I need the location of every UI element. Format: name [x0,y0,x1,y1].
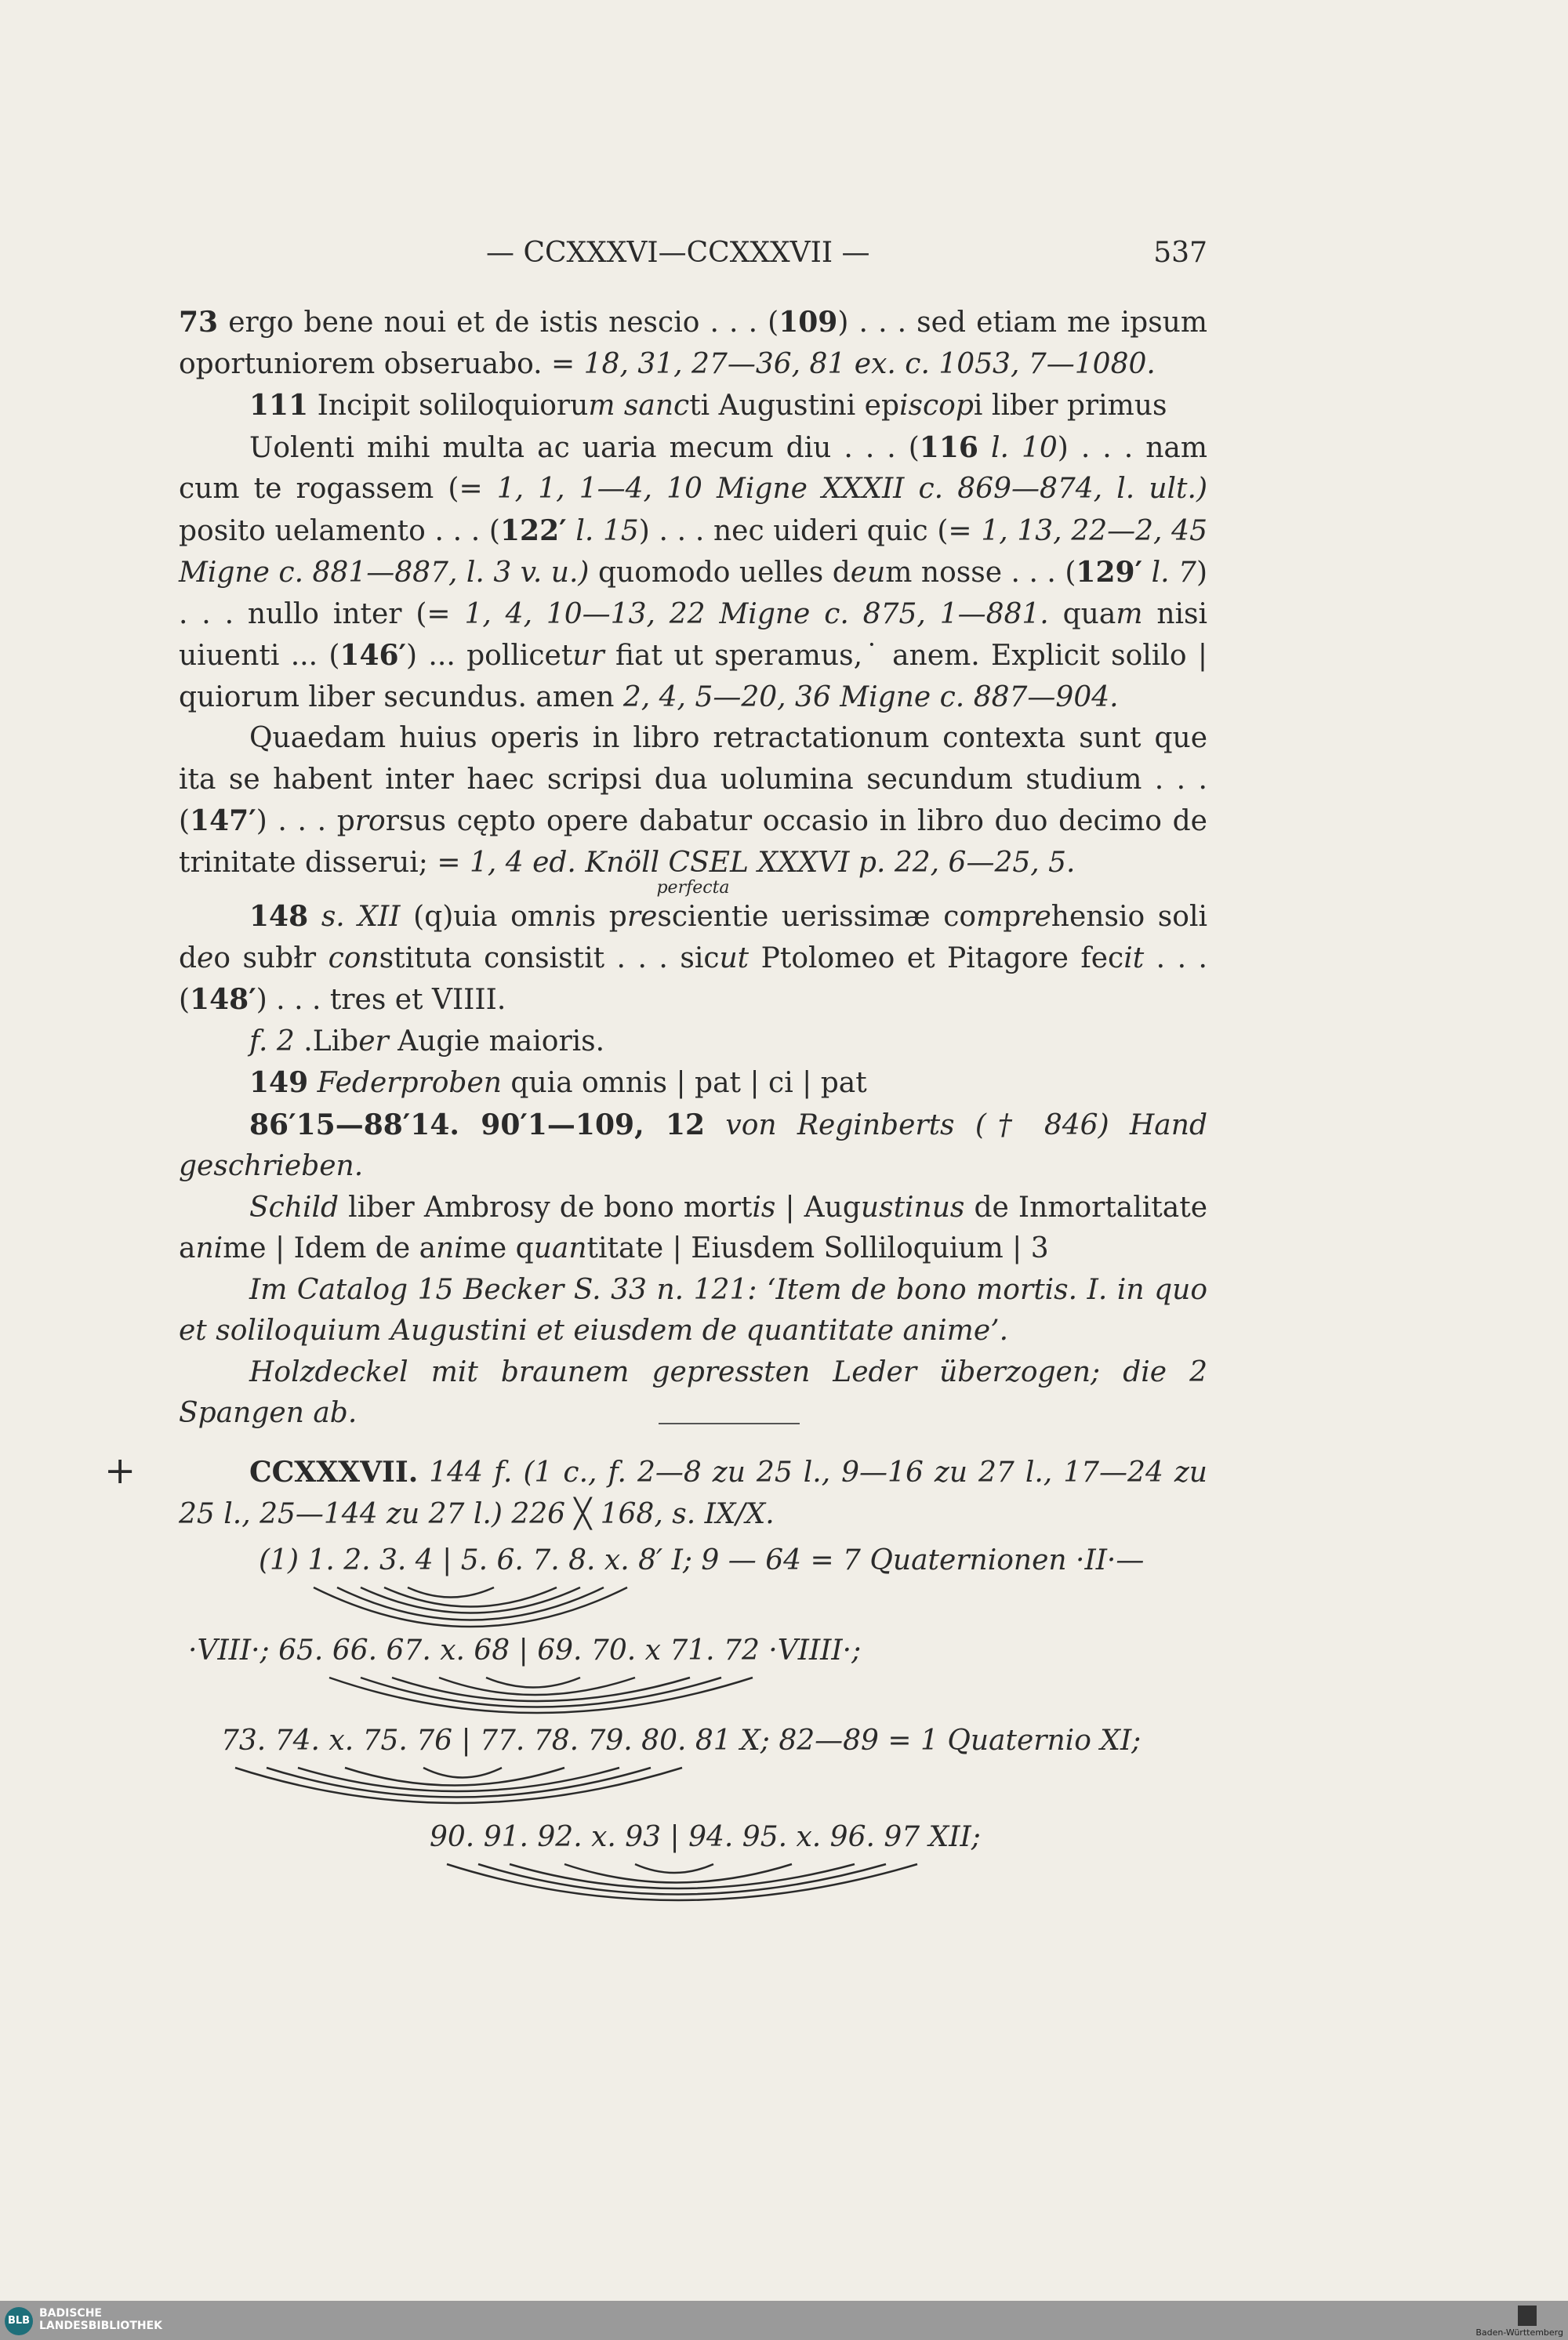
interlinear-gloss: perfecta [656,878,730,898]
library-name-line1: BADISCHE [39,2307,102,2320]
text-run: stituta consistit . . . sic [379,941,720,974]
text-run: me | Idem de a [223,1232,437,1264]
text-run: eu [850,557,886,589]
text-run: 2, 4, 5—20, 36 Migne c. 887—904. [622,680,1119,713]
text-run: uan [533,1232,587,1264]
quire-arc [635,1864,713,1873]
text-run: fiat ut speramus,˙ anem. Explicit solilo | quiorum liber secundus. amen [179,640,1207,713]
text-run: ) . . . sed etiam me ipsum oportuniorem obseruabo. = [179,307,1208,380]
library-name [39,2307,162,2332]
collation-line-4: 90. 91. 92. x. 93 | 94. 95. x. 96. 97 XII; [430,1821,981,1853]
text-run: quia omnis | pat | ci | pat [501,1067,867,1099]
quire-arc [337,1587,604,1620]
text-run: ) ... pollicet [406,640,573,672]
text-run: m [976,901,1004,933]
text-run: Uolenti mihi multa ac uaria mecum diu . . . ( [249,431,920,464]
para-reginbert [179,1105,1207,1188]
text-run: . . . ( [179,941,1207,1016]
para-111 [179,385,1207,427]
text-run: 1, 4 ed. Knöll CSEL XXXVI p. 22, 6—25, 5. [469,846,1076,879]
quire-arc [329,1678,753,1713]
para-73 [179,302,1207,385]
text-run: iscop [899,390,974,422]
text-run: 1, 1, 1—4, 10 Migne XXXII c. 869—874, l. ult.) [496,473,1207,505]
text-run: f. 2 [249,1025,295,1058]
quire-arc [423,1768,502,1778]
text-run: l. 15 [575,514,639,547]
text-run: ustinus [860,1191,965,1224]
quire-arc [267,1768,651,1798]
coat-of-arms-icon [1518,2306,1537,2326]
text-run: l. 10 [990,431,1058,464]
quire-arc [361,1678,721,1707]
quire-arc [510,1864,855,1888]
text-run: ur [572,640,604,672]
text-run: 148 [249,900,309,933]
quire-arc [478,1864,886,1895]
text-run: Incipit soliloquioru [308,390,589,422]
text-run: con [328,941,379,974]
quire-arc [408,1587,494,1598]
text-run: n [554,901,573,933]
text-run: ni [195,1232,223,1264]
text-run: Augie maioris. [388,1025,605,1058]
text-run: 109 [779,306,838,339]
text-run: Holzdeckel mit braunem gepressten Leder überzogen; die 2 Spangen ab. [179,1355,1207,1429]
text-run: ergo bene noui et de istis nescio . . . ( [218,307,779,339]
text-run [418,1457,429,1489]
text-run: is p [572,901,627,933]
section-divider [659,1423,800,1424]
text-run: nisi uiuenti ... ( [179,597,1208,672]
text-run: sanc [623,390,690,422]
text-run: l. 7 [1151,557,1196,589]
text-run: Ptolomeo et Pitagore fec [749,941,1124,974]
text-run: m nosse . . . ( [885,557,1076,589]
footer-bar [0,2301,1568,2340]
para-soliloquia [179,427,1207,719]
text-run: scientie uerissimæ co [657,901,977,933]
text-run: s. XII [321,901,401,933]
text-run: 144 f. (1 c., f. 2—8 zu 25 l., 9—16 zu 27 l., 17—24 zu 25 l., 25—144 zu 27 l.) 226 ╳ 168, s. IX/X. [179,1457,1207,1530]
text-run: liber Ambrosy de bono mort [339,1191,753,1224]
text-run: titate | Eiusdem Solliloquium | 3 [586,1232,1049,1264]
text-run: 18, 31, 27—36, 81 ex. c. 1053, 7—1080. [583,347,1156,380]
para-schild [179,1188,1207,1270]
collation-line-1: (1) 1. 2. 3. 4 | 5. 6. 7. 8. x. 8′ I; 9 — 64 = 7 Quaternionen ·II·— [259,1544,1145,1576]
quire-arc [345,1768,564,1786]
text-run: Schild [249,1191,339,1224]
section-ccxxxvii [179,1452,1207,1535]
quire-arc [564,1864,792,1883]
text-run: er [358,1025,389,1058]
text-run: von Reginberts († 846) Hand geschrieben. [179,1108,1207,1182]
para-ccxxxvii [179,1452,1207,1535]
text-run: m [1116,597,1143,630]
text-run [615,390,623,422]
text-run: i liber primus [973,390,1167,422]
text-run: ) . . . tres et VIIII. [256,984,506,1016]
collation-line-2: ·VIII·; 65. 66. 67. x. 68 | 69. 70. x 71. 72 ·VIIII·; [188,1634,862,1667]
text-run: ti Augustini ep [689,390,900,422]
text-run: 148′ [190,983,256,1016]
text-run: Quaedam huius operis in libro retractationum contexta sunt que ita se habent inter haec scripsi dua uolumina secundum studium . . . ( [179,722,1207,837]
text-run [567,515,576,547]
state-name: Baden-Württemberg [1475,2327,1563,2338]
text-run: Im Catalog 15 Becker S. 33 n. 121: ‘Item de bono mortis. I. in quo et soliloquium Augustini et eiusdem de quantitate anime’. [179,1273,1207,1347]
page-number: 537 [1153,237,1207,269]
text-run [978,432,991,464]
quire-arc [235,1768,682,1803]
text-run: quomodo uelles d [589,557,851,589]
para-holzdeckel [179,1352,1207,1435]
main-text [179,302,1207,1435]
quire-arc [392,1678,690,1701]
text-run: ) . . . nullo inter (= [179,557,1207,630]
text-run: .Lib [294,1025,359,1058]
text-run: 1, 4, 10—13, 22 Migne c. 875, 1—881. [464,597,1049,630]
text-run [705,1109,725,1141]
text-run: ni [436,1232,463,1264]
text-run [1142,557,1152,589]
para-retractationes [179,718,1207,883]
text-run: 149 [249,1066,309,1099]
text-run: posito uelamento . . . ( [179,514,500,547]
text-run: 86′15—88′14. 90′1—109, 12 [249,1108,706,1141]
text-run: 129′ [1076,556,1143,589]
text-run: 147′ [190,804,256,837]
text-run: ) . . . nec uideri quic (= [638,514,982,547]
para-149 [179,1062,1207,1105]
quire-arc [486,1678,580,1688]
text-run: qua [1048,597,1116,630]
text-run: de Inmortalitate a [179,1191,1208,1264]
text-run: rsus cępto opere dabatur occasio in libro duo decimo de trinitate disserui; = [179,805,1207,879]
text-run: re [626,901,658,933]
para-148 [179,896,1207,1021]
text-run: it [1123,941,1145,974]
text-run: 146′ [339,639,407,672]
quire-arc [298,1768,619,1791]
quire-arc [361,1587,580,1613]
text-run: 1, 13, 22—2, 45 Migne c. 881—887, l. 3 v. u.) [179,514,1207,589]
collation-line-3: 73. 74. x. 75. 76 | 77. 78. 79. 80. 81 X; 82—89 = 1 Quaternio XI; [221,1725,1142,1757]
text-run: o subłr [213,941,328,974]
header-title: — CCXXXVI—CCXXXVII — [486,237,870,269]
text-run: p [1003,901,1022,933]
quire-arc [384,1587,557,1607]
text-run [308,1067,317,1099]
text-run: ) . . . p [256,805,355,837]
text-run: is [752,1191,776,1224]
text-run: me q [463,1232,534,1264]
para-f2 [179,1021,1207,1063]
text-run: Federproben [317,1067,502,1099]
quire-arc [447,1864,917,1900]
text-run: ut [719,941,750,974]
text-run: 111 [249,389,309,422]
text-run: e [197,941,214,974]
text-run: CCXXXVII. [249,1456,419,1489]
text-run: 122′ [499,513,567,547]
para-catalog [179,1270,1207,1352]
text-run: | Aug [775,1191,861,1224]
library-name-line2: LANDESBIBLIOTHEK [39,2320,163,2332]
text-run: ) . . . nam cum te rogassem (= [179,431,1208,505]
text-run: m [588,390,615,422]
text-run: 73 [179,306,219,339]
text-run: ro [354,805,386,837]
text-run: re [1021,901,1051,933]
text-run: hensio soli d [179,901,1207,974]
plus-mark: + [104,1449,136,1493]
text-run: (q)uia om [400,901,554,933]
quire-arc [439,1678,635,1695]
text-run [308,901,321,933]
text-run: 116 [919,430,978,464]
quire-arc [314,1587,627,1627]
blb-logo: BLB [5,2307,33,2335]
